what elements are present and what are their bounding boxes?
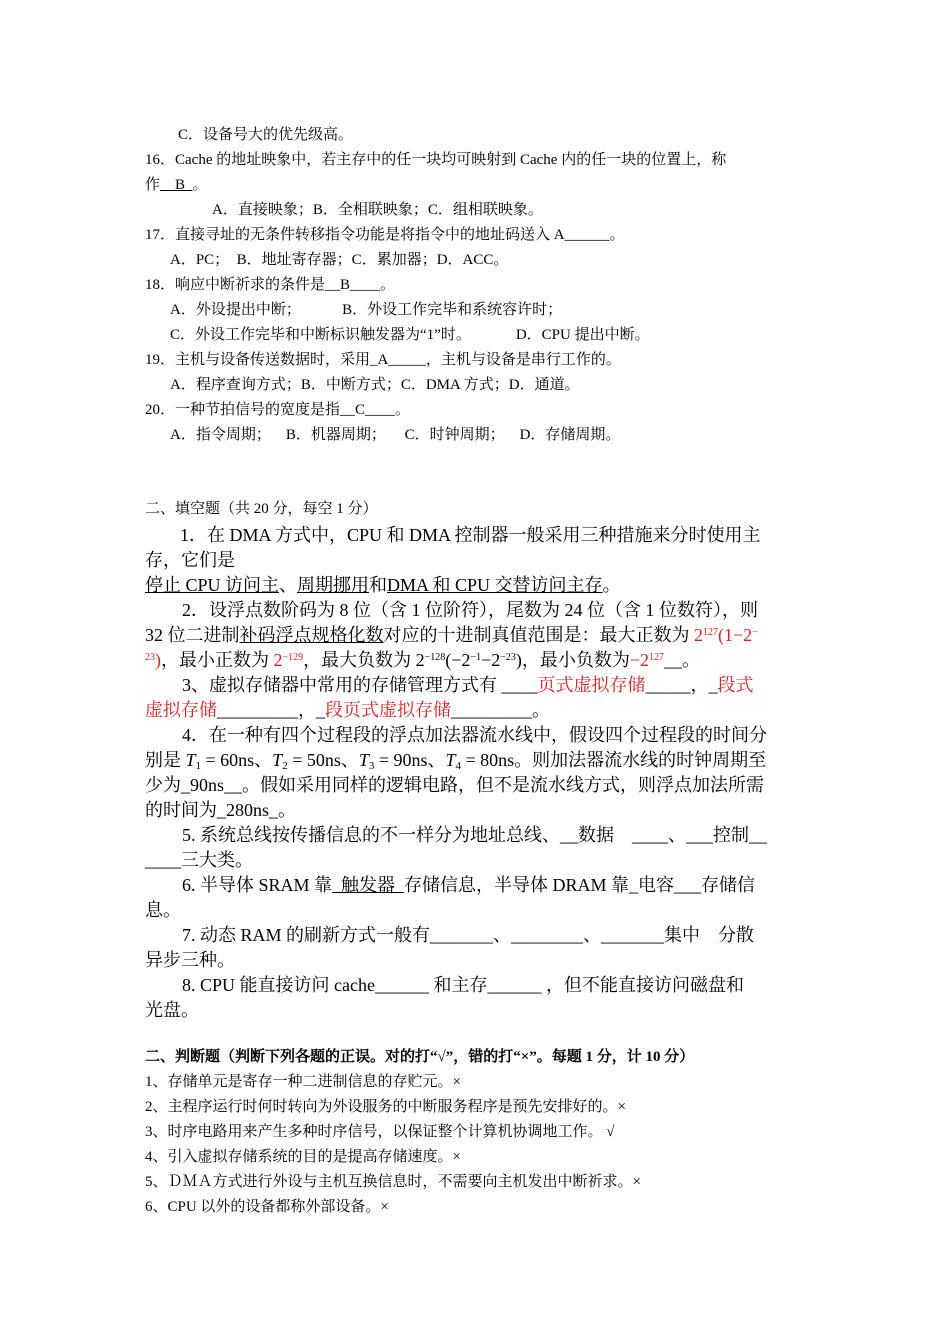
fill-q1-line1: 1．在 DMA 方式中，CPU 和 DMA 控制器一般采用三种措施来分时使用主: [180, 525, 761, 545]
q16-line1: 16．Cache 的地址映象中，若主存中的任一块均可映射到 Cache 内的任一块的位置上，称: [145, 152, 727, 168]
q15-option-c: C．设备号大的优先级高。: [178, 127, 354, 143]
fill-q1-answer-2: 周期挪用: [297, 575, 370, 595]
q16-answer: B: [160, 177, 193, 193]
fill-q4-line2: 别是 $T_1 = 60ns$、$T_2 = 50ns$、$T_3 = 90ns$、$T_4 = 80ns$。则加法器流水线的时钟周期至: [145, 750, 767, 772]
fill-q1-answer-1: 停止 CPU 访问主: [145, 575, 280, 595]
fill-q4-line4: 的时间为_280ns_。: [145, 800, 297, 820]
judge-item: 3、时序电路用来产生多种时序信号，以保证整个计算机协调地工作。 √: [145, 1124, 615, 1140]
q18-options-1: A．外设提出中断； B．外设工作完毕和系统容许时；: [170, 302, 563, 318]
fill-q5-line1: 5. 系统总线按传播信息的不一样分为地址总线、__数据 ____、___控制__: [182, 825, 767, 845]
q16-options: A．直接映象；B．全相联映象；C．组相联映象。: [212, 202, 543, 218]
q20-line: 20．一种节拍信号的宽度是指__C____。: [145, 402, 411, 418]
fill-q3-line2: 虚拟存储_________，_段页式虚拟存储_________。: [145, 700, 550, 720]
q18-options-2: C．外设工作完毕和中断标识触发器为“1”时。 D．CPU 提出中断。: [170, 327, 650, 343]
judge-item: 2、主程序运行时何时转向为外设服务的中断服务程序是预先安排好的。×: [145, 1099, 626, 1115]
fill-q2-line2: 32 位二进制补码浮点规格化数对应的十进制真值范围是：最大正数为 $2^{127}(1-2^-$: [145, 625, 758, 645]
judge-item: 4、引入虚拟存储系统的目的是提高存储速度。×: [145, 1149, 461, 1165]
fill-q4-line1: 4．在一种有四个过程段的浮点加法器流水线中，假设四个过程段的时间分: [182, 725, 767, 745]
fill-q3-line1: 3、虚拟存储器中常用的存储管理方式有 ____页式虚拟存储_____，_段式: [182, 675, 754, 695]
fill-q1-answers: 停止 CPU 访问主、周期挪用和DMA 和 CPU 交替访问主存。: [145, 575, 621, 595]
judge-heading: 二、判断题（判断下列各题的正误。对的打“√”，错的打“×”。每题 1 分，计 10 分）: [145, 1049, 695, 1065]
fill-q2-line3: $^{23}$)，最小正数为 $2^{-129}$，最大负数为 $2^{-128}(-2^{-1}-2^{-23})$，最小负数为$-2^{127}\_\_$。: [145, 650, 701, 670]
judge-item: 1、存储单元是寄存一种二进制信息的存贮元。×: [145, 1074, 461, 1090]
q20-options: A．指令周期； B．机器周期； C．时钟周期； D．存储周期。: [170, 427, 621, 443]
judge-item: 6、CPU 以外的设备都称外部设备。×: [145, 1199, 389, 1215]
q17-line: 17．直接寻址的无条件转移指令功能是将指令中的地址码送入 A______。: [145, 227, 625, 243]
fill-q2-line1: 2．设浮点数阶码为 8 位（含 1 位阶符），尾数为 24 位（含 1 位数符），则: [182, 600, 758, 620]
fill-q6-line1: 6. 半导体 SRAM 靠 触发器 存储信息，半导体 DRAM 靠_电容___存储信: [182, 875, 756, 895]
q17-options: A．PC； B．地址寄存器；C．累加器；D．ACC。: [170, 252, 509, 268]
fill-q8-line2: 光盘。: [145, 1000, 199, 1020]
fill-heading: 二、填空题（共 20 分，每空 1 分）: [145, 501, 378, 517]
fill-q1-answer-3: DMA 和 CPU 交替访问主存: [387, 575, 603, 595]
q16-line2: 作 B 。: [145, 177, 208, 193]
fill-q8-line1: 8. CPU 能直接访问 cache______ 和主存______ ，但不能直接访问磁盘和: [182, 975, 744, 995]
fill-q4-line3: 少为_90ns__。假如采用同样的逻辑电路，但不是流水线方式，则浮点加法所需: [145, 775, 765, 795]
fill-q6-line2: 息。: [145, 900, 181, 920]
q19-line: 19．主机与设备传送数据时，采用_A_____，主机与设备是串行工作的。: [145, 352, 621, 368]
fill-q7-line1: 7. 动态 RAM 的刷新方式一般有_______、________、_______集中 分散: [182, 925, 755, 945]
fill-q5-line2: ____三大类。: [145, 850, 253, 870]
judge-item: 5、ＤＭＡ方式进行外设与主机互换信息时，不需要向主机发出中断祈求。×: [145, 1174, 641, 1190]
q19-options: A．程序查询方式；B．中断方式；C．DMA 方式；D．通道。: [170, 377, 580, 393]
fill-q1-line2: 存，它们是: [145, 550, 235, 570]
q18-line: 18．响应中断祈求的条件是__B____。: [145, 277, 396, 293]
fill-q7-line2: 异步三种。: [145, 950, 235, 970]
